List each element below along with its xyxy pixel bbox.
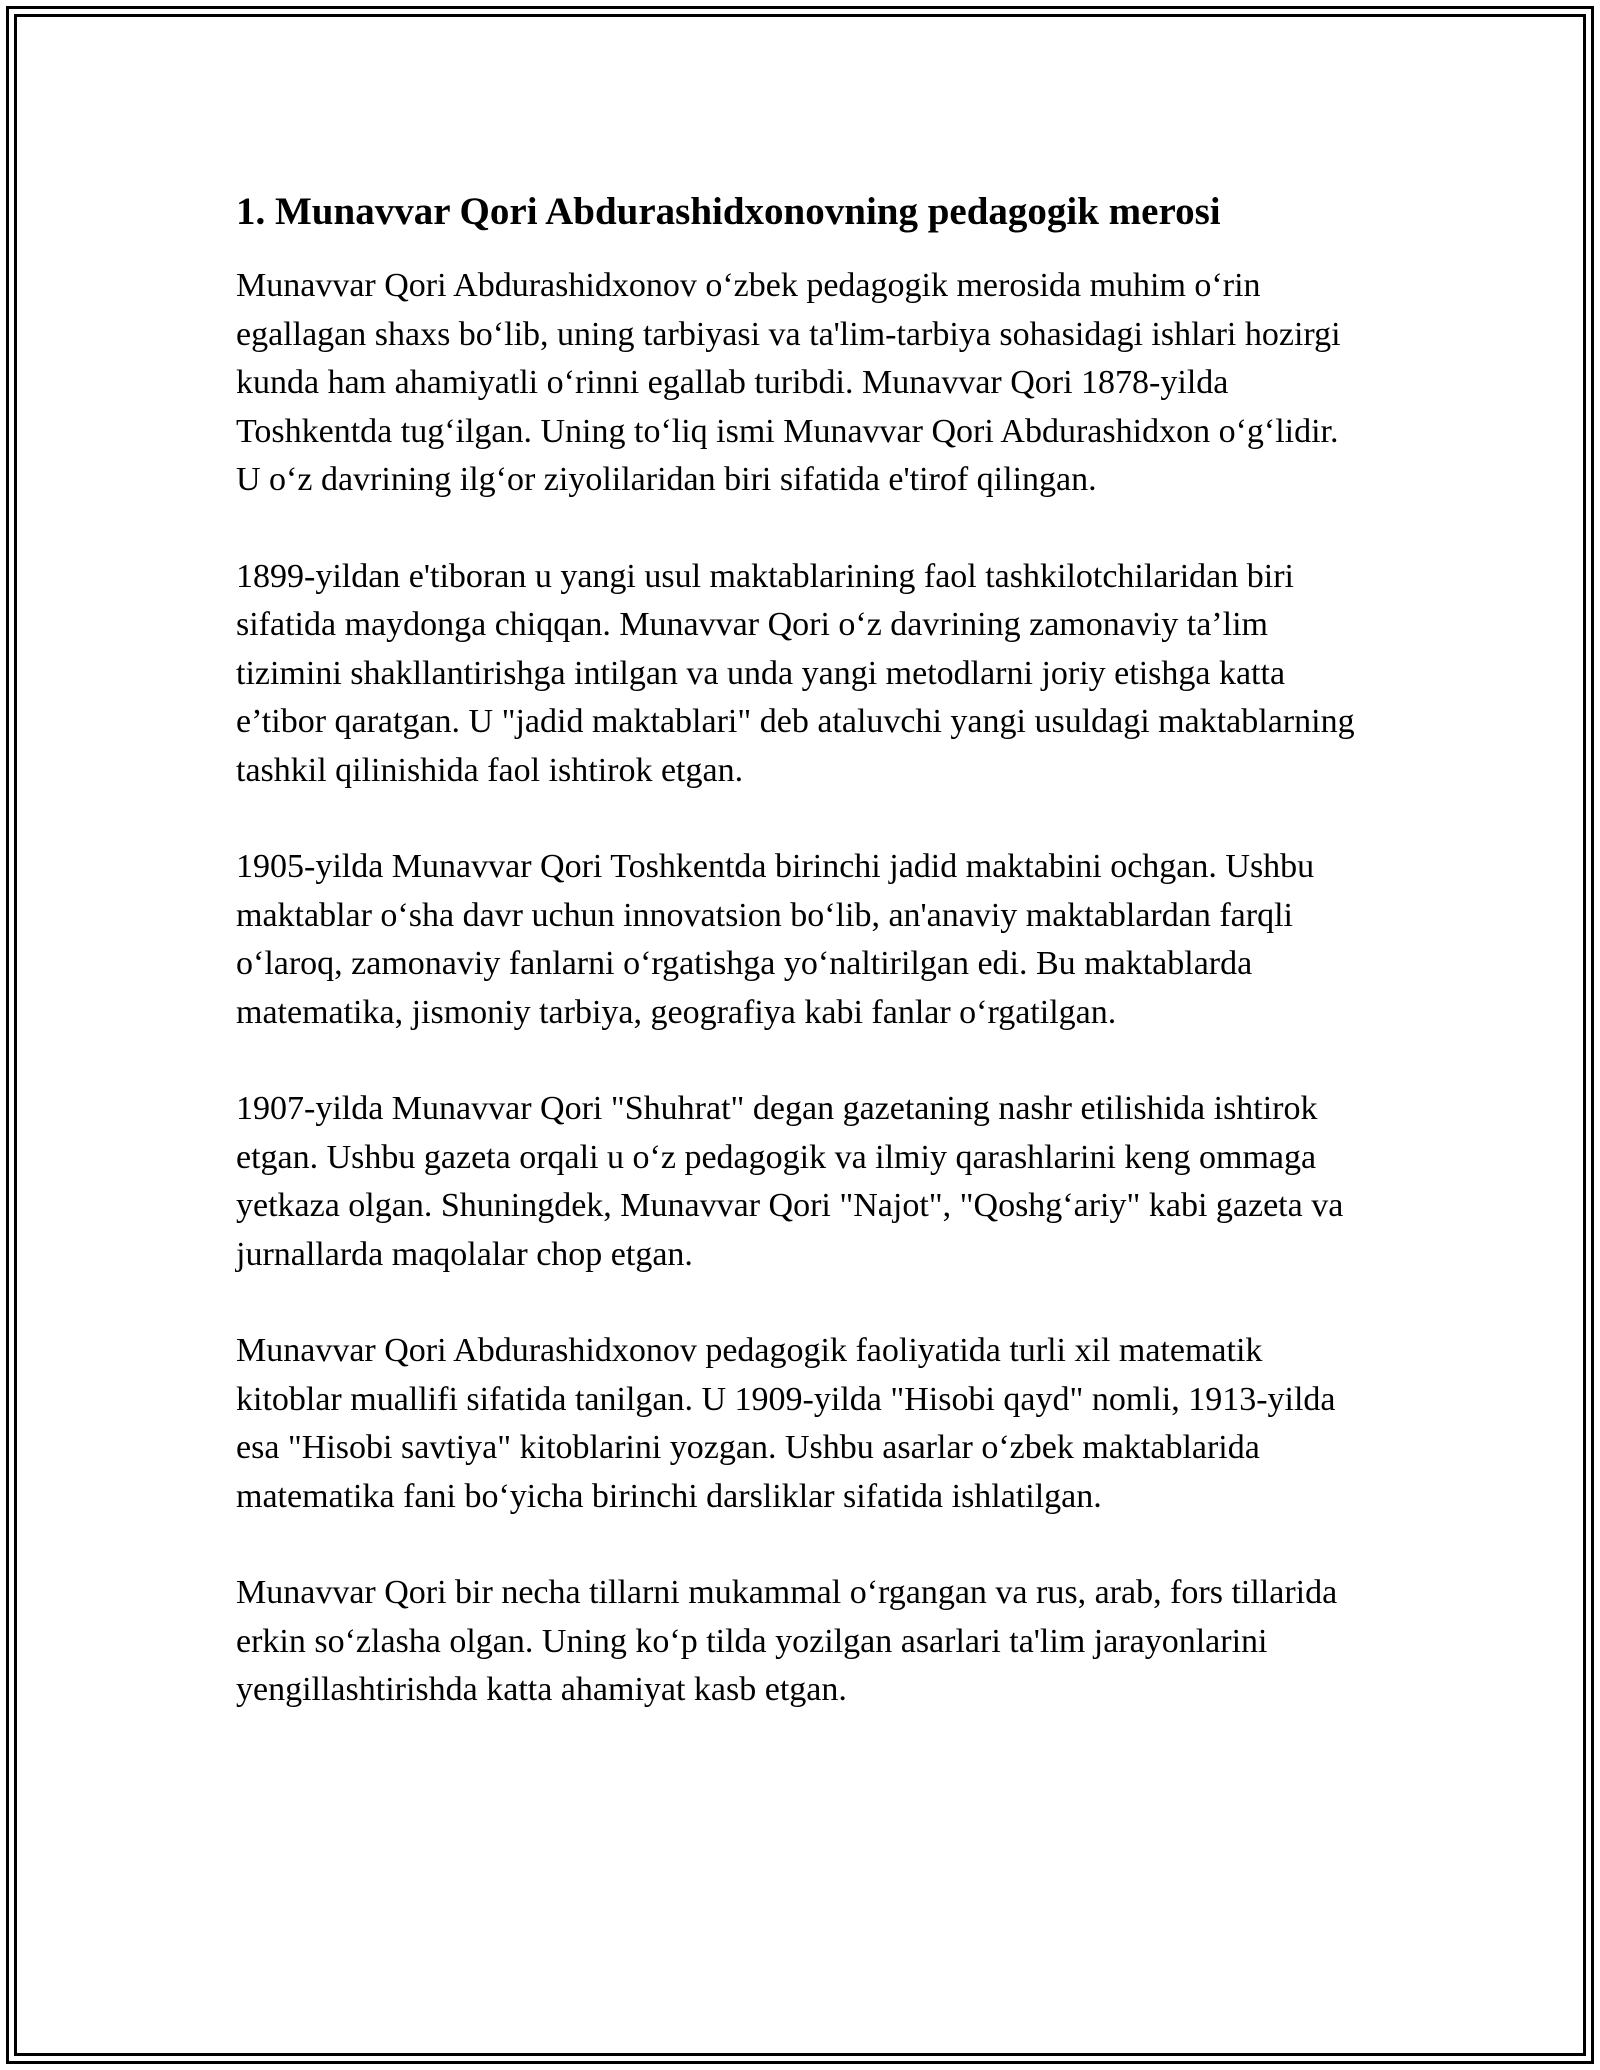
section-heading: 1. Munavvar Qori Abdurashidxonovning pedagogik merosi	[236, 190, 1221, 233]
paragraph-newspapers: 1907-yilda Munavvar Qori "Shuhrat" degan gazetaning nashr etilishida ishtirok etgan. Ushbu gazeta orqali u o‘z pedagogik va ilmiy qarashlarini keng ommaga yetkaza olgan. Shuningdek, Munavvar Qori "Najot", "Qoshg‘ariy" kabi gazeta va jurnallarda maqolalar chop etgan.	[236, 1090, 1344, 1273]
paragraph-languages: Munavvar Qori bir necha tillarni mukammal o‘rgangan va rus, arab, fors tillarida erkin so‘zlasha olgan. Uning ko‘p tilda yozilgan asarlari ta'lim jarayonlarini yengillashtirishda katta ahamiyat kasb etgan.	[236, 1574, 1338, 1708]
document-body	[236, 188, 1366, 1715]
paragraph-first-jadid-school: 1905-yilda Munavvar Qori Toshkentda birinchi jadid maktabini ochgan. Ushbu maktablar o‘sha davr uchun innovatsion bo‘lib, an'anaviy maktablardan farqli o‘laroq, zamonaviy fanlarni o‘rgatishga yo‘naltirilgan edi. Bu maktablarda matematika, jismoniy tarbiya, geografiya kabi fanlar o‘rgatilgan.	[236, 848, 1315, 1031]
paragraph-biography: Munavvar Qori Abdurashidxonov o‘zbek pedagogik merosida muhim o‘rin egallagan shaxs bo‘lib, uning tarbiyasi va ta'lim-tarbiya sohasidagi ishlari hozirgi kunda ham ahamiyatli o‘rinni egallab turibdi. Munavvar Qori 1878-yilda Toshkentda tug‘ilgan. Uning to‘liq ismi Munavvar Qori Abdurashidxon o‘g‘lidir. U o‘z davrining ilg‘or ziyolilaridan biri sifatida e'tirof qilingan.	[236, 267, 1341, 498]
paragraph-new-method-schools: 1899-yildan e'tiboran u yangi usul maktablarining faol tashkilotchilaridan biri sifatida maydonga chiqqan. Munavvar Qori o‘z davrining zamonaviy ta’lim tizimini shakllantirishga intilgan va unda yangi metodlarni joriy etishga katta e’tibor qaratgan. U "jadid maktablari" deb ataluvchi yangi usuldagi maktablarning tashkil qilinishida faol ishtirok etgan.	[236, 557, 1355, 789]
paragraph-math-textbooks: Munavvar Qori Abdurashidxonov pedagogik faoliyatida turli xil matematik kitoblar muallifi sifatida tanilgan. U 1909-yilda "Hisobi qayd" nomli, 1913-yilda esa "Hisobi savtiya" kitoblarini yozgan. Ushbu asarlar o‘zbek maktablarida matematika fani bo‘yicha birinchi darsliklar sifatida ishlatilgan.	[236, 1332, 1336, 1515]
